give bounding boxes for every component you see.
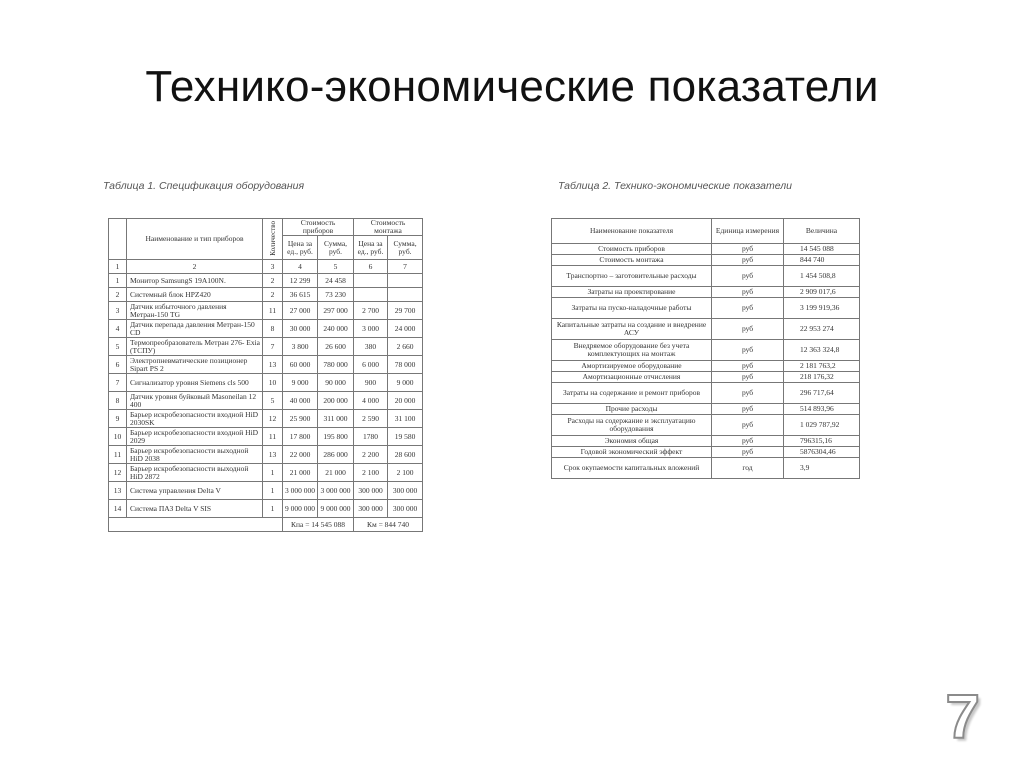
table-row: [552, 415, 860, 436]
column-number: 1: [109, 260, 127, 274]
table-cell: 300 000: [354, 482, 388, 500]
table-row: [109, 374, 423, 392]
table-cell: 21 000: [283, 464, 318, 482]
column-number: 5: [318, 260, 354, 274]
indicator-name: Прочие расходы: [552, 404, 712, 415]
indicator-name: Затраты на проектирование: [552, 287, 712, 298]
header-name: Наименование и тип приборов: [127, 219, 263, 260]
header-unit: Единица измерения: [712, 219, 784, 244]
table-row: [109, 320, 423, 338]
table-cell: 30 000: [283, 320, 318, 338]
table-cell: [354, 288, 388, 302]
indicator-value: 218 176,32: [784, 372, 860, 383]
table-row: [552, 361, 860, 372]
table-row: [552, 287, 860, 298]
table-cell: 12: [109, 464, 127, 482]
indicator-value: 12 363 324,8: [784, 340, 860, 361]
table-cell: 240 000: [318, 320, 354, 338]
equipment-name: Барьер искробезопасности выходной HiD 2872: [127, 464, 263, 482]
equipment-name: Датчик перепада давления Метран-150 CD: [127, 320, 263, 338]
slide-title: Технико-экономические показатели: [145, 62, 879, 111]
indicator-unit: руб: [712, 436, 784, 447]
table-cell: 26 600: [318, 338, 354, 356]
table-row: [552, 255, 860, 266]
table-row: [109, 410, 423, 428]
indicator-name: Внедряемое оборудование без учета комплектующих на монтаж: [552, 340, 712, 361]
indicator-name: Срок окупаемости капитальных вложений: [552, 458, 712, 479]
table-cell: 13: [263, 446, 283, 464]
table-cell: 3 000 000: [318, 482, 354, 500]
table-row: [109, 392, 423, 410]
table-row: [109, 500, 423, 518]
indicator-value: 2 181 763,2: [784, 361, 860, 372]
table-cell: 311 000: [318, 410, 354, 428]
table-cell: 6 000: [354, 356, 388, 374]
column-number-row: [109, 260, 423, 274]
table-row: [552, 372, 860, 383]
equipment-name: Барьер искробезопасности входной HiD 2029: [127, 428, 263, 446]
tech-economic-table: [551, 218, 860, 479]
table-cell: 195 800: [318, 428, 354, 446]
table-cell: 73 230: [318, 288, 354, 302]
table-cell: 11: [263, 428, 283, 446]
totals-row: [109, 518, 423, 532]
column-number: 4: [283, 260, 318, 274]
table-row: [552, 340, 860, 361]
table-cell: 2 700: [354, 302, 388, 320]
table-cell: 27 000: [283, 302, 318, 320]
table-row: [552, 298, 860, 319]
table-cell: 2: [263, 274, 283, 288]
table-cell: 297 000: [318, 302, 354, 320]
indicator-name: Стоимость приборов: [552, 244, 712, 255]
equipment-name: Монитор SamsungS 19A100N.: [127, 274, 263, 288]
table-cell: 286 000: [318, 446, 354, 464]
column-number: 2: [127, 260, 263, 274]
table-cell: 5: [263, 392, 283, 410]
indicator-value: 14 545 088: [784, 244, 860, 255]
table-cell: 25 900: [283, 410, 318, 428]
indicator-value: 5876304,46: [784, 447, 860, 458]
table-cell: 3 000 000: [283, 482, 318, 500]
table-row: [552, 244, 860, 255]
table-cell: 13: [263, 356, 283, 374]
indicator-value: 1 029 787,92: [784, 415, 860, 436]
total-mount: Км = 844 740: [354, 518, 423, 532]
table-cell: 20 000: [388, 392, 423, 410]
indicator-name: Амортизируемое оборудование: [552, 361, 712, 372]
table-cell: 1: [109, 274, 127, 288]
indicator-unit: руб: [712, 266, 784, 287]
indicator-unit: руб: [712, 255, 784, 266]
table-cell: 780 000: [318, 356, 354, 374]
column-number: 3: [263, 260, 283, 274]
indicator-unit: руб: [712, 244, 784, 255]
table1-caption: Таблица 1. Спецификация оборудования: [103, 180, 305, 192]
equipment-name: Системный блок HPZ420: [127, 288, 263, 302]
table-cell: 17 800: [283, 428, 318, 446]
table-cell: 9: [109, 410, 127, 428]
indicator-unit: руб: [712, 287, 784, 298]
table-row: [552, 436, 860, 447]
table-cell: 36 615: [283, 288, 318, 302]
table-cell: 200 000: [318, 392, 354, 410]
table-cell: 60 000: [283, 356, 318, 374]
table-cell: 78 000: [388, 356, 423, 374]
table-cell: 2 200: [354, 446, 388, 464]
header-instruments-cost: Стоимость приборов: [283, 219, 354, 236]
table-row: [109, 302, 423, 320]
table-row: [109, 428, 423, 446]
table-cell: 2 100: [354, 464, 388, 482]
header-index: [109, 219, 127, 260]
page-number: 7: [945, 683, 980, 752]
indicator-value: 514 893,96: [784, 404, 860, 415]
indicator-unit: руб: [712, 447, 784, 458]
table-cell: 8: [109, 392, 127, 410]
indicator-name: Экономия общая: [552, 436, 712, 447]
table-cell: 4: [109, 320, 127, 338]
indicator-unit: руб: [712, 372, 784, 383]
column-number: 6: [354, 260, 388, 274]
indicator-name: Капитальные затраты на создание и внедрение АСУ: [552, 319, 712, 340]
indicator-value: 3,9: [784, 458, 860, 479]
table-cell: [388, 274, 423, 288]
equipment-name: Барьер искробезопасности входной HiD 2030SK: [127, 410, 263, 428]
table-cell: 9 000: [388, 374, 423, 392]
table-cell: 11: [263, 302, 283, 320]
table-cell: 9 000: [283, 374, 318, 392]
indicator-unit: руб: [712, 361, 784, 372]
table-cell: 300 000: [388, 482, 423, 500]
table-cell: 2: [263, 288, 283, 302]
indicator-name: Амортизационные отчисления: [552, 372, 712, 383]
table-row: [109, 446, 423, 464]
table-cell: 12: [263, 410, 283, 428]
column-number: 7: [388, 260, 423, 274]
table-cell: [354, 274, 388, 288]
indicator-name: Затраты на содержание и ремонт приборов: [552, 383, 712, 404]
indicator-value: 296 717,64: [784, 383, 860, 404]
table-cell: 900: [354, 374, 388, 392]
table-cell: 10: [263, 374, 283, 392]
table-cell: 2 660: [388, 338, 423, 356]
indicator-unit: год: [712, 458, 784, 479]
table-cell: 24 458: [318, 274, 354, 288]
table-row: [552, 266, 860, 287]
table-cell: [388, 288, 423, 302]
table-cell: 21 000: [318, 464, 354, 482]
equipment-name: Барьер искробезопасности выходной HiD 2038: [127, 446, 263, 464]
table-cell: 1: [263, 464, 283, 482]
header-qty: Количество: [263, 219, 283, 260]
table-cell: 13: [109, 482, 127, 500]
indicator-value: 796315,16: [784, 436, 860, 447]
equipment-name: Электропневматические позиционер Sipart PS 2: [127, 356, 263, 374]
header-mount-cost: Стоимость монтажа: [354, 219, 423, 236]
indicator-name: Транспортно – заготовительные расходы: [552, 266, 712, 287]
table-cell: 3 000: [354, 320, 388, 338]
equipment-name: Система управления Delta V: [127, 482, 263, 500]
header-price-unit-mount: Цена за ед., руб.: [354, 236, 388, 260]
indicator-unit: руб: [712, 415, 784, 436]
table-cell: 10: [109, 428, 127, 446]
table-cell: 11: [109, 446, 127, 464]
table-cell: 2 100: [388, 464, 423, 482]
table-cell: 28 600: [388, 446, 423, 464]
table-row: [552, 383, 860, 404]
table-cell: 40 000: [283, 392, 318, 410]
indicator-name: Стоимость монтажа: [552, 255, 712, 266]
header-sum-mount: Сумма, руб.: [388, 236, 423, 260]
table-cell: 1780: [354, 428, 388, 446]
table-cell: 7: [263, 338, 283, 356]
table-row: [552, 458, 860, 479]
table-cell: 9 000 000: [283, 500, 318, 518]
table-cell: 14: [109, 500, 127, 518]
equipment-name: Датчик уровня буйковый Masoneilan 12 400: [127, 392, 263, 410]
table-cell: 300 000: [388, 500, 423, 518]
table-cell: 4 000: [354, 392, 388, 410]
equipment-spec-table: [108, 218, 423, 532]
table-row: [552, 404, 860, 415]
table-row: [109, 464, 423, 482]
table-cell: 90 000: [318, 374, 354, 392]
table-cell: 300 000: [354, 500, 388, 518]
table-row: [109, 338, 423, 356]
table-cell: 7: [109, 374, 127, 392]
equipment-name: Система ПАЗ Delta V SIS: [127, 500, 263, 518]
table-cell: 6: [109, 356, 127, 374]
table-cell: 3: [109, 302, 127, 320]
table-cell: 380: [354, 338, 388, 356]
table-cell: 5: [109, 338, 127, 356]
table-row: [109, 482, 423, 500]
table-cell: 31 100: [388, 410, 423, 428]
indicator-unit: руб: [712, 383, 784, 404]
equipment-name: Термопреобразователь Метран 276- Exia (ТСПУ): [127, 338, 263, 356]
table-cell: 2 590: [354, 410, 388, 428]
table-cell: 3 800: [283, 338, 318, 356]
indicator-unit: руб: [712, 404, 784, 415]
table-cell: 9 000 000: [318, 500, 354, 518]
indicator-unit: руб: [712, 298, 784, 319]
table-cell: 12 299: [283, 274, 318, 288]
table-row: [109, 288, 423, 302]
table-row: [109, 274, 423, 288]
totals-blank: [109, 518, 283, 532]
table2-caption: Таблица 2. Технико-экономические показатели: [558, 180, 792, 192]
indicator-value: 22 953 274: [784, 319, 860, 340]
header-sum: Сумма, руб.: [318, 236, 354, 260]
table-cell: 1: [263, 482, 283, 500]
header-price-unit: Цена за ед., руб.: [283, 236, 318, 260]
indicator-value: 2 909 017,6: [784, 287, 860, 298]
equipment-name: Сигнализатор уровня Siemens cls 500: [127, 374, 263, 392]
table-cell: 2: [109, 288, 127, 302]
table-row: [109, 356, 423, 374]
total-instruments: Кпа = 14 545 088: [283, 518, 354, 532]
indicator-unit: руб: [712, 319, 784, 340]
indicator-name: Расходы на содержание и эксплуатацию оборудования: [552, 415, 712, 436]
indicator-value: 3 199 919,36: [784, 298, 860, 319]
table-cell: 8: [263, 320, 283, 338]
table-row: [552, 319, 860, 340]
indicator-name: Годовой экономический эффект: [552, 447, 712, 458]
table-cell: 1: [263, 500, 283, 518]
indicator-name: Затраты на пуско-наладочные работы: [552, 298, 712, 319]
equipment-name: Датчик избыточного давления Метран-150 TG: [127, 302, 263, 320]
indicator-unit: руб: [712, 340, 784, 361]
header-value: Величина: [784, 219, 860, 244]
table-cell: 19 580: [388, 428, 423, 446]
table-cell: 29 700: [388, 302, 423, 320]
table-row: [552, 447, 860, 458]
table-cell: 22 000: [283, 446, 318, 464]
indicator-value: 1 454 508,8: [784, 266, 860, 287]
table-cell: 24 000: [388, 320, 423, 338]
header-indicator: Наименование показателя: [552, 219, 712, 244]
indicator-value: 844 740: [784, 255, 860, 266]
